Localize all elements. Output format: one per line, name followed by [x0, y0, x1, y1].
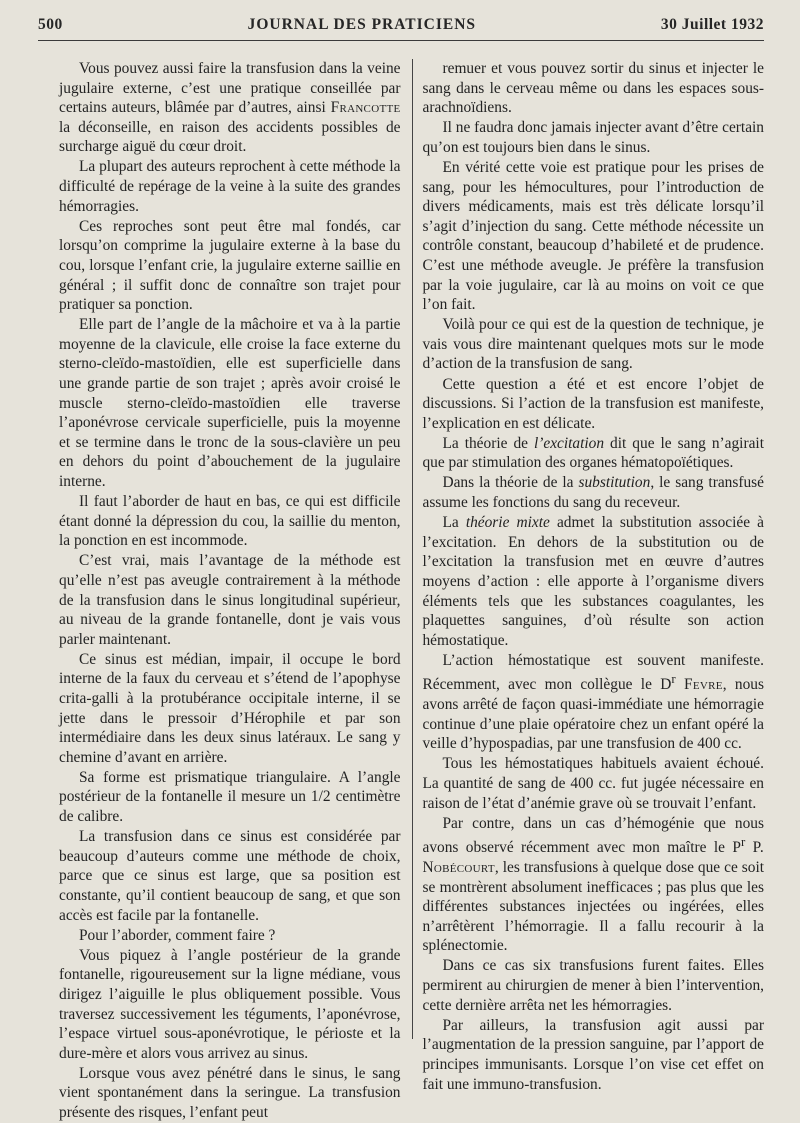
paragraph: Par ailleurs, la transfusion agit aussi par l’augmentation de la pression sanguine, par l’apport de principes immunisants. Lorsque l’on vise cet effet on fait une immuno-transfusion. [422, 1016, 764, 1093]
left-column [59, 59, 401, 1123]
text-span: L’action hémostatique est souvent manifeste. Récemment, avec mon collègue le D [422, 651, 764, 694]
paragraph: Sa forme est prismatique triangulaire. A l’angle postérieur de la fontanelle il mesure un 1/2 centimètre de calibre. [59, 768, 401, 826]
superscript: r [671, 672, 676, 687]
text-span: , le sang transfusé assume les fonctions du sang du receveur. [422, 474, 764, 512]
author-name: Francotte [330, 99, 401, 117]
author-name: P. Nobécourt [422, 839, 764, 876]
text-span: , les transfusions à quelque dose que ce soit se montrèrent absolument inefficaces ; pas plus que les différentes substances injectées ou ingérées, elles n’arrêtèrent l’hémorragie. Il a fallu recourir à la splénectomie. [422, 859, 764, 955]
text-span: , nous avons arrêté de façon quasi-immédiate une hémorragie continue d’une plaie opératoire chez un enfant opéré la veille d’hypospadias, par une transfusion de 400 cc. [422, 676, 764, 753]
paragraph: Lorsque vous avez pénétré dans le sinus, le sang vient spontanément dans la seringue. La transfusion présente des risques, l’enfant peut [59, 1064, 401, 1121]
text-span: Dans la théorie de la [442, 474, 579, 492]
text-span: Vous pouvez aussi faire la transfusion dans la veine jugulaire externe, c’est une pratique conseillée par certains auteurs, blâmée par d’autres, ainsi [59, 60, 401, 117]
paragraph: Voilà pour ce qui est de la question de technique, je vais vous dire maintenant quelques mots sur le mode d’action de la transfusion de sang. [422, 316, 764, 373]
paragraph: Cette question a été et est encore l’objet de discussions. Si l’action de la transfusion est manifeste, l’explication en est délicate. [422, 375, 764, 432]
paragraph: Vous piquez à l’angle postérieur de la grande fontanelle, rigoureusement sur la ligne médiane, vous dirigez l’aiguille le plus obliquement possible. Vous traversez successivement les téguments, l’aponévrose, l’espace virtuel sous-aponévrotique, le périoste et la dure-mère et alors vous arrivez au sinus. [59, 946, 401, 1062]
journal-title: JOURNAL DES PRATICIENS [247, 16, 477, 33]
paragraph [422, 473, 764, 512]
emphasis: théorie mixte [465, 514, 550, 532]
page-number: 500 [38, 16, 63, 33]
paragraph: Elle part de l’angle de la mâchoire et va à la partie moyenne de la clavicule, elle croise la face externe du sterno-cleïdo-mastoïdien, elle est superficielle dans une grande partie de son trajet ; après avoir croisé le muscle sterno-cleïdo-mastoïdien elle traverse l’aponévrose cervicale superficielle, puis la moyenne et se termine dans le tronc de la sous-clavière un peu en dehors du point d’abouchement de la jugulaire interne. [59, 316, 401, 490]
paragraph: Dans ce cas six transfusions furent faites. Elles permirent au chirurgien de mener à bien l’intervention, cette dernière arrêta net les hémorragies. [422, 957, 764, 1014]
right-column [422, 59, 764, 1123]
text-span: la déconseille, en raison des accidents possibles de surcharge aiguë du cœur droit. [59, 118, 401, 156]
text-span: Par contre, dans un cas d’hémogénie que nous avons observé récemment avec mon maître le P [422, 814, 764, 857]
paragraph: Tous les hémostatiques habituels avaient échoué. La quantité de sang de 400 cc. fut jugée nécessaire en raison de l’état d’anémie grave où se trouvait l’enfant. [422, 755, 764, 812]
text-columns [38, 59, 764, 1123]
paragraph: Il ne faudra donc jamais injecter avant d’être certain qu’on est toujours bien dans le sinus. [422, 119, 764, 156]
paragraph [422, 651, 764, 754]
emphasis: l’excitation [533, 434, 605, 452]
paragraph: C’est vrai, mais l’avantage de la méthode est qu’elle n’est pas aveugle contrairement à la méthode de la transfusion dans le sinus longitudinal supérieur, au niveau de la grande fontanelle, dont je vais vous parler maintenant. [59, 552, 401, 648]
paragraph: Il faut l’aborder de haut en bas, ce qui est difficile étant donné la dépression du cou, la saillie du menton, la ponction en est incommode. [59, 493, 401, 550]
column-divider [412, 59, 413, 1039]
paragraph [59, 59, 401, 157]
header-rule [38, 40, 764, 41]
paragraph: La transfusion dans ce sinus est considérée par beaucoup d’auteurs comme une méthode de choix, parce que ce sinus est large, que sa position est constante, qu’il contient beaucoup de sang, et que son accès est facile par la fontanelle. [59, 828, 401, 924]
running-header [38, 16, 764, 36]
paragraph: En vérité cette voie est pratique pour les prises de sang, pour les hémocultures, pour l’introduction de divers médicaments, mais est très délicate lorsqu’il s’agit d’injection du sang. Cette méthode nécessite un contrôle constant, beaucoup d’habileté et de prudence. C’est une méthode aveugle. Je préfère la transfusion par la voie jugulaire, car là au moins on voit ce que l’on fait. [422, 158, 764, 314]
author-name: Fevre [683, 676, 723, 694]
text-span: admet la substitution associée à l’excitation. En dehors de la substitution ou de l’excitation la transfusion met en œuvre d’autres moyens d’action : elle apporte à l’organisme divers éléments tels que les substances coagulantes, les plaquettes sanguines, d’où résulte son action hémostatique. [422, 514, 764, 649]
paragraph: remuer et vous pouvez sortir du sinus et injecter le sang dans le cerveau même ou dans les espaces sous-arachnoïdiens. [422, 60, 764, 117]
paragraph: Ces reproches sont peut être mal fondés, car lorsqu’on comprime la jugulaire externe à la base du cou, lorsque l’enfant crie, la jugulaire externe saillie en général ; il suffit donc de connaître son trajet pour pratiquer sa ponction. [59, 217, 401, 314]
paragraph [422, 814, 764, 956]
paragraph [422, 513, 764, 650]
paragraph [422, 434, 764, 473]
paragraph: Pour l’aborder, comment faire ? [79, 926, 276, 944]
issue-date: 30 Juillet 1932 [660, 16, 764, 33]
text-span: dit que le sang n’agirait que par stimulation des organes hématopoïétiques. [422, 434, 764, 472]
paragraph: Ce sinus est médian, impair, il occupe le bord interne de la faux du cerveau et s’étend de l’apophyse crita-galli à la protubérance occipitale interne, il se jette dans le pressoir d’Hérophile et par son intermédiaire dans les deux sinus latéraux. Le sang y chemine d’avant en arrière. [59, 650, 401, 766]
emphasis: substitution [578, 474, 651, 492]
text-span: La théorie de [442, 434, 534, 452]
text-span: La [442, 514, 466, 532]
paragraph: La plupart des auteurs reprochent à cette méthode la difficulté de repérage de la veine à la suite des grandes hémorragies. [59, 158, 401, 215]
superscript: r [740, 835, 746, 850]
